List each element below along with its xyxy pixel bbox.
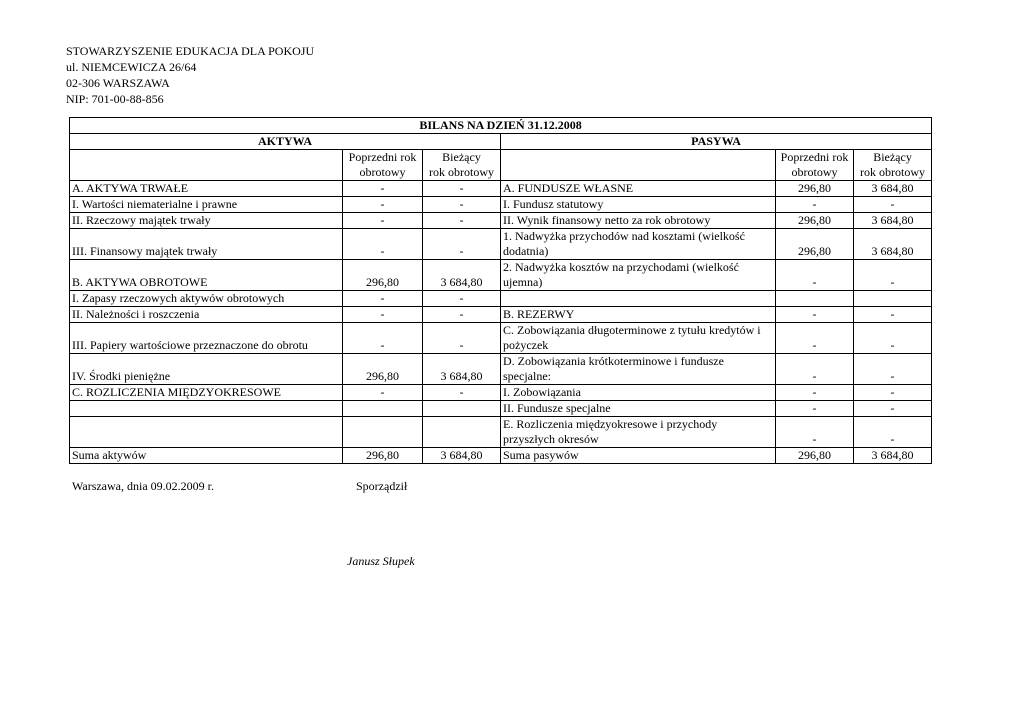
- current-year-header-line: Bieżący: [442, 150, 481, 164]
- liabilities-current-year-header: [854, 150, 932, 181]
- liability-current-year-cell: 3 684,80: [854, 448, 932, 464]
- liability-label-cell: [501, 260, 776, 291]
- liability-label-line: pożyczek: [503, 338, 549, 352]
- liability-label-cell: [501, 291, 776, 307]
- asset-label-cell: A. AKTYWA TRWAŁE: [70, 181, 343, 197]
- asset-current-year-cell: -: [423, 181, 501, 197]
- liability-prev-year-cell: -: [776, 417, 854, 448]
- liability-prev-year-cell: -: [776, 354, 854, 385]
- liability-current-year-cell: 3 684,80: [854, 229, 932, 260]
- liability-prev-year-cell: -: [776, 307, 854, 323]
- current-year-header-line: rok obrotowy: [429, 165, 494, 179]
- liability-label-line: B. REZERWY: [503, 307, 575, 321]
- table-row: [70, 229, 932, 260]
- asset-current-year-cell: -: [423, 197, 501, 213]
- asset-prev-year-cell: -: [343, 291, 423, 307]
- asset-current-year-cell: 3 684,80: [423, 354, 501, 385]
- asset-label-cell: [70, 417, 343, 448]
- assets-prev-year-header: [343, 150, 423, 181]
- signer-name: Janusz Słupek: [347, 554, 415, 568]
- liability-label-line: przyszłych okresów: [503, 432, 599, 446]
- liability-label-cell: [501, 307, 776, 323]
- asset-prev-year-cell: 296,80: [343, 260, 423, 291]
- assets-header: AKTYWA: [70, 134, 501, 150]
- liability-label-line: 1. Nadwyżka przychodów nad kosztami (wielkość: [503, 229, 745, 243]
- liability-label-line: I. Fundusz statutowy: [503, 197, 604, 211]
- prev-year-header-line: obrotowy: [791, 165, 838, 179]
- table-row: [70, 213, 932, 229]
- asset-current-year-cell: [423, 417, 501, 448]
- liability-current-year-cell: -: [854, 323, 932, 354]
- liabilities-header: PASYWA: [501, 134, 932, 150]
- organization-street: ul. NIEMCEWICZA 26/64: [66, 60, 197, 74]
- table-row: [70, 181, 932, 197]
- table-row: [70, 197, 932, 213]
- asset-prev-year-cell: -: [343, 197, 423, 213]
- liability-prev-year-cell: -: [776, 323, 854, 354]
- asset-prev-year-cell: [343, 417, 423, 448]
- liability-label-line: 2. Nadwyżka kosztów na przychodami (wielkość: [503, 260, 739, 274]
- table-title: BILANS NA DZIEŃ 31.12.2008: [70, 118, 932, 134]
- prepared-by-label: Sporządził: [356, 479, 408, 493]
- liability-label-line: II. Fundusze specjalne: [503, 401, 611, 415]
- liability-prev-year-cell: [776, 291, 854, 307]
- liability-label-line: C. Zobowiązania długoterminowe z tytułu kredytów i: [503, 323, 761, 337]
- liability-prev-year-cell: 296,80: [776, 181, 854, 197]
- liability-current-year-cell: -: [854, 197, 932, 213]
- liability-label-line: I. Zobowiązania: [503, 385, 581, 399]
- liability-label-cell: [501, 197, 776, 213]
- asset-prev-year-cell: -: [343, 323, 423, 354]
- asset-prev-year-cell: -: [343, 229, 423, 260]
- liability-label-cell: [501, 323, 776, 354]
- asset-current-year-cell: -: [423, 323, 501, 354]
- asset-label-cell: II. Rzeczowy majątek trwały: [70, 213, 343, 229]
- asset-current-year-cell: -: [423, 213, 501, 229]
- prev-year-header-line: Poprzedni rok: [348, 150, 417, 164]
- liability-label-cell: [501, 417, 776, 448]
- asset-prev-year-cell: -: [343, 385, 423, 401]
- liability-label-cell: [501, 354, 776, 385]
- table-row: [70, 307, 932, 323]
- liability-current-year-cell: -: [854, 354, 932, 385]
- liability-current-year-cell: -: [854, 401, 932, 417]
- liability-prev-year-cell: -: [776, 385, 854, 401]
- liability-label-cell: [501, 213, 776, 229]
- liability-prev-year-cell: -: [776, 401, 854, 417]
- asset-current-year-cell: -: [423, 385, 501, 401]
- table-row: [70, 385, 932, 401]
- liabilities-prev-year-header: [776, 150, 854, 181]
- organization-name: STOWARZYSZENIE EDUKACJA DLA POKOJU: [66, 44, 315, 58]
- asset-label-cell: III. Finansowy majątek trwały: [70, 229, 343, 260]
- assets-current-year-header: [423, 150, 501, 181]
- asset-label-cell: III. Papiery wartościowe przeznaczone do obrotu: [70, 323, 343, 354]
- liabilities-label-column-header: [501, 150, 776, 181]
- liability-label-line: D. Zobowiązania krótkoterminowe i fundusze: [503, 354, 724, 368]
- asset-prev-year-cell: 296,80: [343, 354, 423, 385]
- liability-label-line: E. Rozliczenia międzyokresowe i przychody: [503, 417, 718, 431]
- asset-label-cell: C. ROZLICZENIA MIĘDZYOKRESOWE: [70, 385, 343, 401]
- liability-label-cell: [501, 181, 776, 197]
- asset-label-cell: I. Zapasy rzeczowych aktywów obrotowych: [70, 291, 343, 307]
- current-year-header-line: rok obrotowy: [860, 165, 926, 179]
- asset-label-cell: I. Wartości niematerialne i prawne: [70, 197, 343, 213]
- liability-label-cell: [501, 448, 776, 464]
- liability-prev-year-cell: 296,80: [776, 213, 854, 229]
- liability-label-cell: [501, 385, 776, 401]
- prev-year-header-line: obrotowy: [359, 165, 406, 179]
- liability-label-line: Suma pasywów: [503, 448, 579, 462]
- liability-label-cell: [501, 401, 776, 417]
- table-row: [70, 417, 932, 448]
- liability-current-year-cell: -: [854, 260, 932, 291]
- asset-label-cell: [70, 401, 343, 417]
- asset-prev-year-cell: 296,80: [343, 448, 423, 464]
- table-row: [70, 401, 932, 417]
- asset-current-year-cell: -: [423, 291, 501, 307]
- liability-label-line: specjalne:: [503, 369, 551, 383]
- asset-current-year-cell: -: [423, 229, 501, 260]
- place-and-date: Warszawa, dnia 09.02.2009 r.: [72, 479, 214, 493]
- liability-label-cell: [501, 229, 776, 260]
- liability-prev-year-cell: 296,80: [776, 448, 854, 464]
- asset-prev-year-cell: [343, 401, 423, 417]
- liability-label-line: II. Wynik finansowy netto za rok obrotowy: [503, 213, 711, 227]
- asset-label-cell: II. Należności i roszczenia: [70, 307, 343, 323]
- liability-current-year-cell: -: [854, 307, 932, 323]
- liability-current-year-cell: -: [854, 385, 932, 401]
- asset-label-cell: Suma aktywów: [70, 448, 343, 464]
- liability-current-year-cell: 3 684,80: [854, 181, 932, 197]
- liability-current-year-cell: 3 684,80: [854, 213, 932, 229]
- asset-label-cell: IV. Środki pieniężne: [70, 354, 343, 385]
- prev-year-header-line: Poprzedni rok: [780, 150, 849, 164]
- asset-current-year-cell: 3 684,80: [423, 448, 501, 464]
- liability-prev-year-cell: 296,80: [776, 229, 854, 260]
- asset-current-year-cell: [423, 401, 501, 417]
- table-row: [70, 323, 932, 354]
- liability-label-line: ujemna): [503, 275, 543, 289]
- assets-label-column-header: [70, 150, 343, 181]
- liability-label-line: A. FUNDUSZE WŁASNE: [503, 181, 634, 195]
- asset-current-year-cell: -: [423, 307, 501, 323]
- asset-prev-year-cell: -: [343, 213, 423, 229]
- balance-sheet-table: [69, 117, 932, 464]
- asset-prev-year-cell: -: [343, 307, 423, 323]
- table-row: [70, 354, 932, 385]
- table-sum-row: [70, 448, 932, 464]
- table-row: [70, 291, 932, 307]
- liability-prev-year-cell: -: [776, 260, 854, 291]
- current-year-header-line: Bieżący: [873, 150, 912, 164]
- asset-prev-year-cell: -: [343, 181, 423, 197]
- organization-nip: NIP: 701-00-88-856: [66, 92, 164, 106]
- liability-prev-year-cell: -: [776, 197, 854, 213]
- table-row: [70, 260, 932, 291]
- liability-current-year-cell: -: [854, 417, 932, 448]
- asset-current-year-cell: 3 684,80: [423, 260, 501, 291]
- organization-city: 02-306 WARSZAWA: [66, 76, 170, 90]
- liability-current-year-cell: [854, 291, 932, 307]
- organization-header: [66, 43, 314, 107]
- liability-label-line: dodatnia): [503, 244, 549, 258]
- asset-label-cell: B. AKTYWA OBROTOWE: [70, 260, 343, 291]
